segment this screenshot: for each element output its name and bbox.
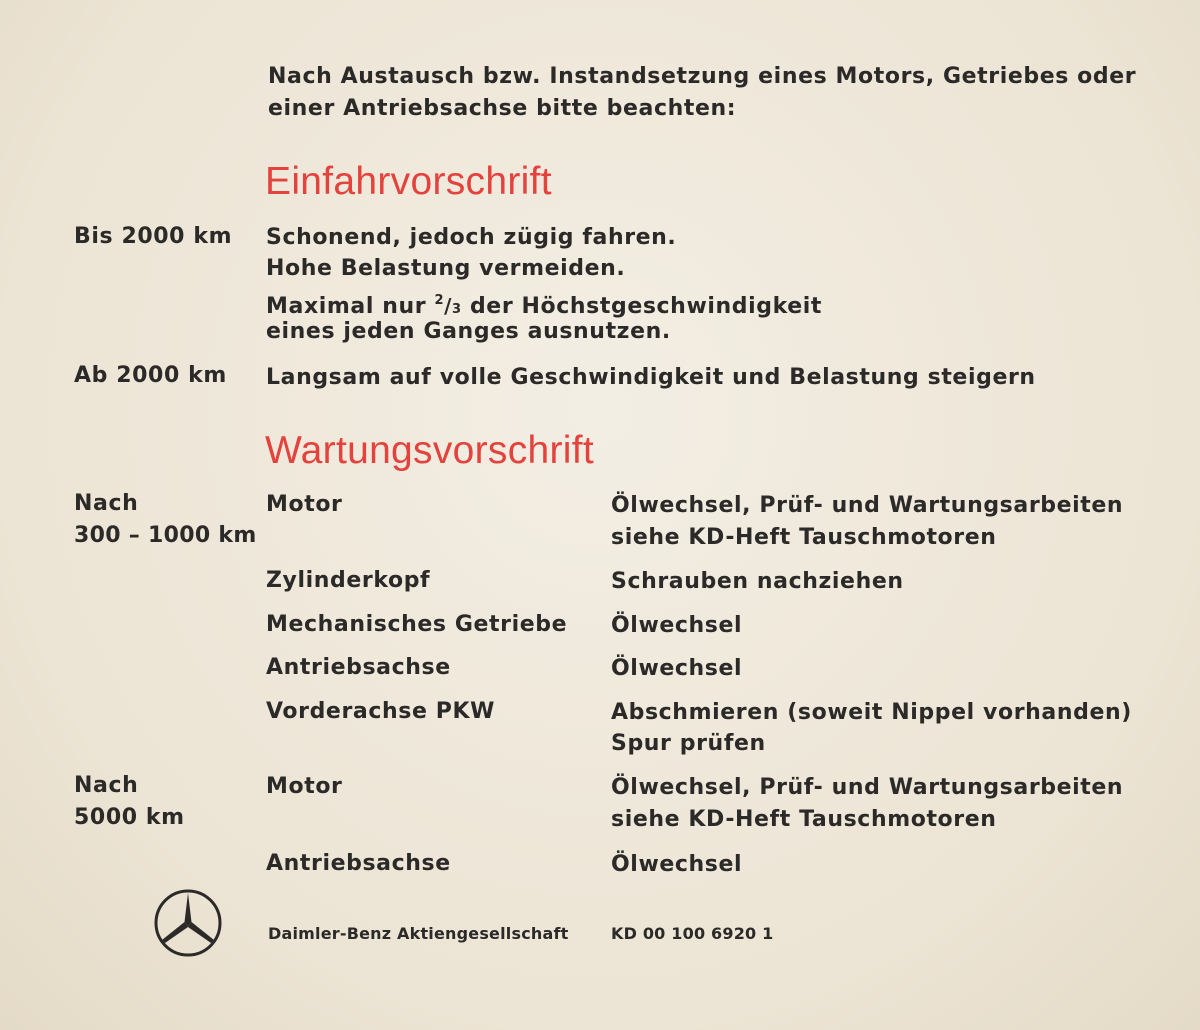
wartung-action: Ölwechsel [611,613,743,638]
einfahr-line: Hohe Belastung vermeiden. [266,256,626,281]
einfahr-line: Schonend, jedoch zügig fahren. [266,225,677,250]
fraction-before: Maximal nur [266,294,435,319]
wartung-part: Antriebsachse [266,851,451,876]
footer-code: KD 00 100 6920 1 [611,924,774,943]
einfahr-line: eines jeden Ganges ausnutzen. [266,319,671,344]
wartung-part: Vorderachse PKW [266,699,495,724]
wartung-action: Ölwechsel [611,852,743,877]
fraction-numerator: 2 [434,293,445,308]
einfahr-line: Langsam auf volle Geschwindigkeit und Belastung steigern [266,365,1036,390]
fraction-slash: / [444,294,453,318]
wartung-group-label: Nach [74,491,139,516]
wartung-action: siehe KD-Heft Tauschmotoren [611,807,997,832]
wartung-part: Zylinderkopf [266,568,431,593]
footer-company: Daimler-Benz Aktiengesellschaft [268,924,569,943]
wartung-part: Motor [266,492,343,517]
wartung-heading: Wartungsvorschrift [265,429,595,472]
wartung-action: Schrauben nachziehen [611,569,904,594]
wartung-action: Ölwechsel, Prüf- und Wartungsarbeiten [611,775,1124,800]
intro-line-2: einer Antriebsachse bitte beachten: [268,96,737,121]
wartung-group-label: Nach [74,773,139,798]
wartung-group-label: 300 – 1000 km [74,523,257,548]
einfahr-heading: Einfahrvorschrift [265,160,552,203]
wartung-action: siehe KD-Heft Tauschmotoren [611,525,997,550]
wartung-part: Antriebsachse [266,655,451,680]
wartung-group-label: 5000 km [74,805,185,830]
wartung-action: Spur prüfen [611,731,766,756]
wartung-action: Abschmieren (soweit Nippel vorhanden) [611,700,1132,725]
intro-line-1: Nach Austausch bzw. Instandsetzung eines Motors, Getriebes oder [268,64,1137,89]
wartung-action: Ölwechsel [611,656,743,681]
wartung-part: Mechanisches Getriebe [266,612,568,637]
wartung-action: Ölwechsel, Prüf- und Wartungsarbeiten [611,493,1124,518]
fraction-denominator: 3 [452,302,462,317]
einfahr-label-bis: Bis 2000 km [74,224,233,249]
einfahr-label-ab: Ab 2000 km [74,363,227,388]
mercedes-star-icon [152,887,224,959]
wartung-part: Motor [266,774,343,799]
fraction-after: der Höchstgeschwindigkeit [461,294,823,319]
